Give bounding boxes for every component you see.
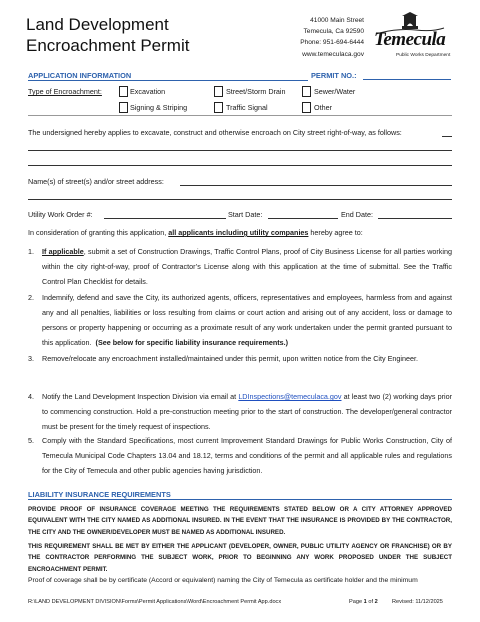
address-website: www.temeculaca.gov [302,50,364,58]
liability-paragraph-2: THIS REQUIREMENT SHALL BE MET BY EITHER THE APPLICANT (DEVELOPER, OWNER, PUBLIC UTILITY AGENCY OR FRANCHISE) OR BY THE CONTRACTOR PERFORMING THE SUBJECT WORK, PRIOR TO BEGINNING ANY WORK PROPOSED UNDER THE SUBJECT ENCROACHMENT PERMIT. [28,543,452,573]
agreement-item-5 [28,434,452,479]
item-number: 4. [28,392,34,401]
liability-paragraph-1: PROVIDE PROOF OF INSURANCE COVERAGE MEETING THE REQUIREMENTS STATED BELOW OR A CITY ATTORNEY APPROVED EQUIVALENT WITH THE CITY NAMED AS ADDITIONAL INSURED. IN THE EVENT THAT THE INSURANCE IS PROVIDED BY THE CONTRACTOR, THE CITY AND THE OWNER/DEVELOPER MUST BE NAMED AS ADDITIONAL INSURED. [28,506,452,536]
item-text: Indemnify, defend and save the City, its authorized agents, officers, representatives and employees, harmless from and against any and all penalties, liabilities or loss resulting from claims or court action and arising out of any accident, loss or damage to persons or property happening or occurring as a proximate result of any work undertaken under the permit granted pursuant to this application. [42,293,452,347]
liability-rule [28,499,452,500]
title-line-2: Encroachment Permit [26,36,190,55]
page-total: 2 [374,599,378,605]
item-number: 5. [28,436,34,445]
sewer-water-checkbox[interactable] [302,86,311,97]
of-word: of [368,599,373,605]
street-address-line-2[interactable] [28,199,452,200]
application-section-title: APPLICATION INFORMATION [28,71,132,80]
signing-striping-option: Signing & Striping [130,103,188,112]
item-text: Remove/relocate any encroachment installed/maintained under this permit, upon written notice from the City Engineer. [42,354,418,363]
end-date-field[interactable] [378,218,452,219]
traffic-signal-option: Traffic Signal [226,103,268,112]
liability-paragraph-3: Proof of coverage shall be by certificate (Accord or equivalent) naming the City of Temecula as certificate holder and the minimum [28,577,418,584]
logo-subtitle: Public Works Department [396,53,451,58]
item-text: Notify the Land Development Inspection Division via email at [42,392,239,401]
footer-page-number [349,599,378,605]
divider [28,115,452,116]
agreement-item-2 [28,291,452,351]
description-line-1[interactable] [28,150,452,151]
utility-work-order-label: Utility Work Order #: [28,210,93,219]
footer-file-path: R:\LAND DEVELOPMENT DIVISION\Forms\Permit Applications\Word\Encroachment Permit App.docx [28,599,282,605]
agreement-item-3 [28,352,452,367]
item-number: 3. [28,354,34,363]
city-logo [372,12,451,62]
signing-striping-checkbox[interactable] [119,102,128,113]
page-title [26,14,189,56]
permit-no-field[interactable] [363,79,451,80]
consideration-post: hereby agree to: [308,228,363,237]
street-storm-drain-option: Street/Storm Drain [226,87,286,96]
item-bold-note: (See below for specific liability insurance requirements.) [95,337,289,347]
page-current: 1 [363,599,367,605]
street-address-field[interactable] [180,185,452,186]
item-text-cont: at least two (2) working days prior to commencing construction. Hold a pre-construction meeting prior to the start of construction. The developer/general contractor must be present for the timely request of inspections. [42,392,452,431]
address-city: Temecula, Ca 92590 [303,28,364,36]
item-text: Comply with the Standard Specifications, most current Improvement Standard Drawings for Public Works Construction, City of Temecula Municipal Code Chapters 13.04 and 18.12, terms and conditions of the permit and all applicable rules and regulations for the City of Temecula and other public agencies having jurisdiction. [42,436,452,475]
applies-field[interactable] [442,136,452,137]
utility-work-order-field[interactable] [104,218,226,219]
title-line-1: Land Development [26,15,169,34]
permit-no-label: PERMIT NO.: [311,71,357,80]
page-word: Page [349,599,363,605]
logo-wordmark: Temecula [374,29,446,50]
agreement-item-4 [28,390,452,435]
traffic-signal-checkbox[interactable] [214,102,223,113]
other-option: Other [314,103,332,112]
excavation-option: Excavation [130,87,166,96]
liability-section-title: LIABILITY INSURANCE REQUIREMENTS [28,490,171,499]
inspection-email-link[interactable]: LDInspections@temeculaca.gov [238,392,342,401]
consideration-pre: In consideration of granting this application, [28,228,169,237]
consideration-bold: all applicants including utility companies [168,228,309,237]
applies-statement: The undersigned hereby applies to excavate, construct and otherwise encroach on City street right-of-way, as follows: [28,128,402,137]
sewer-water-option: Sewer/Water [314,87,356,96]
item-lead: If applicable [42,247,84,256]
description-line-2[interactable] [28,165,452,166]
excavation-checkbox[interactable] [119,86,128,97]
encroachment-type-label: Type of Encroachment: [28,87,102,96]
section-rule [28,80,308,81]
city-address [276,15,364,60]
other-checkbox[interactable] [302,102,311,113]
street-storm-drain-checkbox[interactable] [214,86,223,97]
street-address-label: Name(s) of street(s) and/or street address: [28,177,164,186]
item-text: , submit a set of Construction Drawings, Traffic Control Plans, proof of City Business License for all parties working within the city right-of-way, proof of Contractor’s License along with this application at the time of submittal. See the Traffic Control Plan Checklist for details. [42,247,452,286]
address-street: 41000 Main Street [310,17,364,24]
start-date-label: Start Date: [228,210,263,219]
footer-revised-date: Revised: 11/12/2025 [392,599,443,605]
start-date-field[interactable] [268,218,338,219]
item-number: 1. [28,247,34,256]
end-date-label: End Date: [341,210,373,219]
consideration-statement [28,228,363,237]
item-number: 2. [28,293,34,302]
address-phone: Phone: 951-694-6444 [300,39,364,47]
agreement-item-1 [28,245,452,290]
